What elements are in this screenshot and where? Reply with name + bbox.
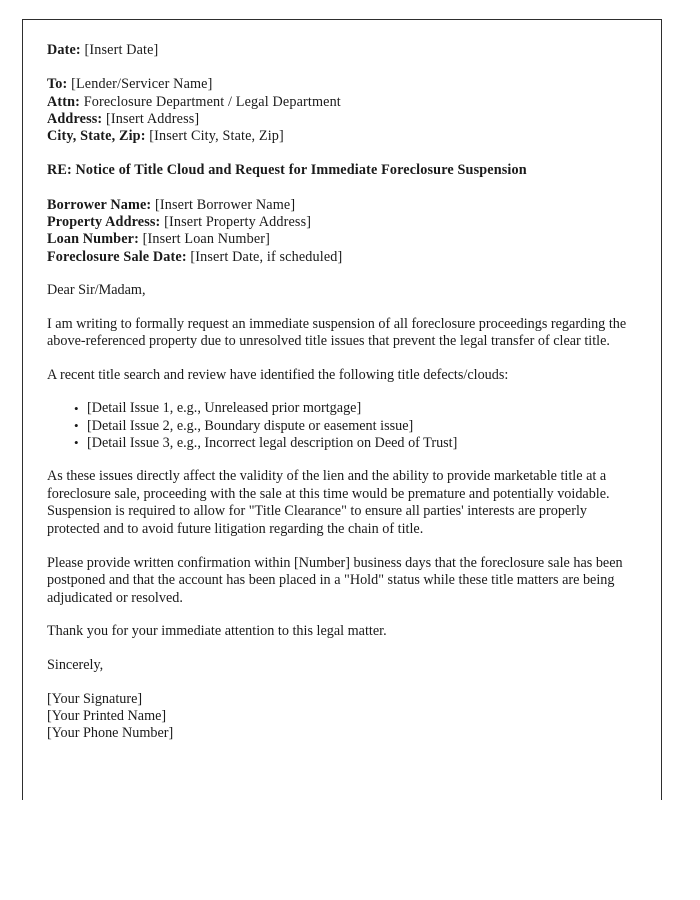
loan-detail-line <box>47 249 639 266</box>
recipient-line <box>47 128 639 145</box>
recipient-label: To: <box>47 76 68 93</box>
body-paragraph-1: I am writing to formally request an immediate suspension of all foreclosure proceedings regarding the above-referenced property due to unresolved title issues that prevent the legal transfer of clear title. <box>47 315 627 350</box>
loan-detail-label: Foreclosure Sale Date: <box>47 248 187 265</box>
spacer <box>47 607 639 623</box>
signature-block <box>47 691 639 743</box>
body-paragraph-5: Thank you for your immediate attention to this legal matter. <box>47 623 387 640</box>
body-paragraph-4: Please provide written confirmation within [Number] business days that the foreclosure sale has been postponed and that the account has been placed in a "Hold" status while these title matters are being adjudicated or resolved. <box>47 554 623 606</box>
loan-detail-label: Loan Number: <box>47 231 139 248</box>
loan-detail-value: [Insert Date, if scheduled] <box>190 248 343 265</box>
body-paragraph-2: A recent title search and review have identified the following title defects/clouds: <box>47 366 509 383</box>
loan-detail-value: [Insert Property Address] <box>164 214 312 231</box>
spacer <box>47 452 639 468</box>
spacer <box>47 641 639 657</box>
subject-line: RE: Notice of Title Cloud and Request for Immediate Foreclosure Suspension <box>47 162 527 179</box>
closing: Sincerely, <box>47 656 104 673</box>
recipient-line <box>47 76 639 93</box>
loan-detail-line <box>47 231 639 248</box>
recipient-label: City, State, Zip: <box>47 128 146 145</box>
recipient-value: Foreclosure Department / Legal Department <box>83 93 341 110</box>
list-item: • [Detail Issue 1, e.g., Unreleased prior mortgage] <box>47 400 639 417</box>
list-item: • [Detail Issue 3, e.g., Incorrect legal description on Deed of Trust] <box>47 435 639 452</box>
recipient-block <box>47 76 639 145</box>
loan-detail-line <box>47 197 639 214</box>
spacer <box>47 539 639 555</box>
signature-line: [Your Signature] <box>47 690 143 707</box>
document-body <box>47 42 639 742</box>
spacer <box>47 384 639 400</box>
spacer <box>47 180 639 197</box>
loan-detail-label: Property Address: <box>47 214 161 231</box>
list-item: • [Detail Issue 2, e.g., Boundary dispute or easement issue] <box>47 418 639 435</box>
date-label: Date: <box>47 42 81 58</box>
recipient-line <box>47 94 639 111</box>
spacer <box>47 675 639 691</box>
spacer <box>47 59 639 76</box>
loan-detail-line <box>47 214 639 231</box>
document-page <box>22 19 662 800</box>
loan-detail-label: Borrower Name: <box>47 196 152 213</box>
date-line <box>47 42 639 59</box>
recipient-value: [Insert City, State, Zip] <box>149 128 284 145</box>
spacer <box>47 300 639 316</box>
loan-details-block <box>47 197 639 266</box>
title-issues-list <box>47 400 639 452</box>
spacer <box>47 266 639 282</box>
body-paragraph-3: As these issues directly affect the validity of the lien and the ability to provide marketable title at a foreclosure sale, proceeding with the sale at this time would be premature and potentially voidable. Suspension is required to allow for "Title Clearance" to ensure all parties' interests are properly protected and to avoid future litigation regarding the chain of title. <box>47 468 610 538</box>
date-value: [Insert Date] <box>84 42 159 58</box>
printed-name-line: [Your Printed Name] <box>47 707 167 724</box>
recipient-label: Address: <box>47 110 103 127</box>
spacer <box>47 351 639 367</box>
phone-number-line: [Your Phone Number] <box>47 725 174 742</box>
spacer <box>47 145 639 162</box>
loan-detail-value: [Insert Borrower Name] <box>155 196 296 213</box>
recipient-label: Attn: <box>47 93 81 110</box>
salutation: Dear Sir/Madam, <box>47 281 146 298</box>
recipient-value: [Lender/Servicer Name] <box>71 76 213 93</box>
loan-detail-value: [Insert Loan Number] <box>142 231 270 248</box>
recipient-line <box>47 111 639 128</box>
recipient-value: [Insert Address] <box>105 110 200 127</box>
